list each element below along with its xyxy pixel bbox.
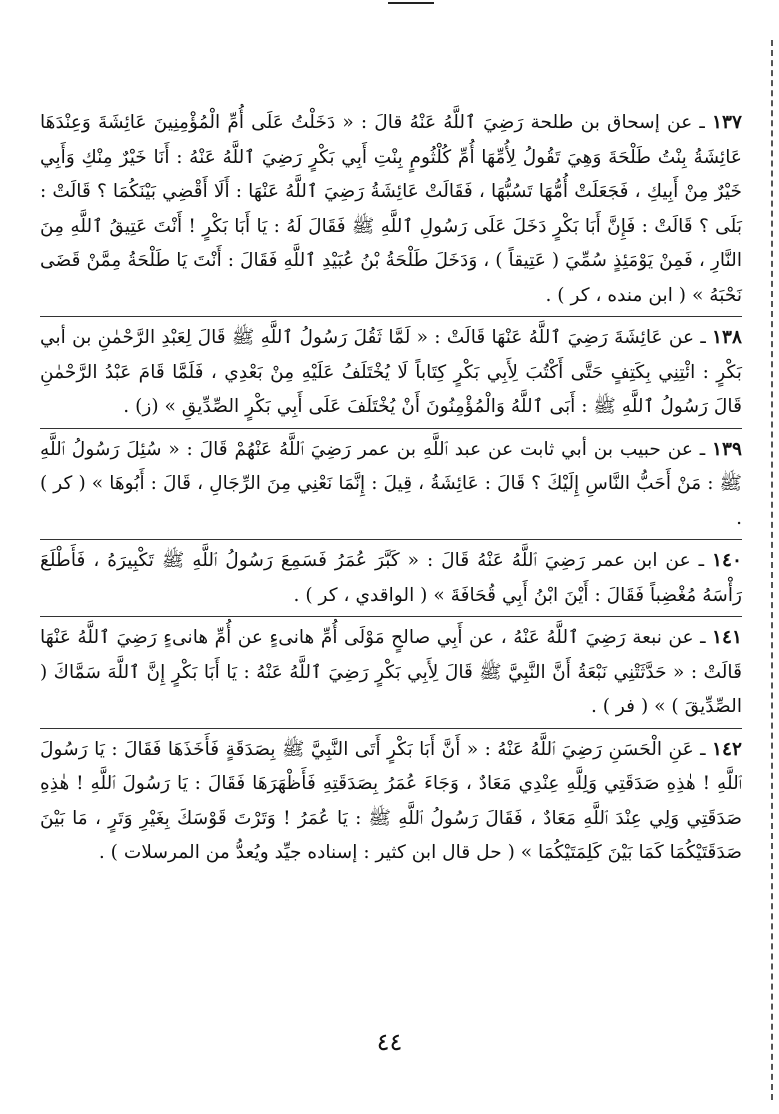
hadith-entry-141 xyxy=(40,621,742,725)
entry-number: ١٣٨ xyxy=(712,327,742,348)
entry-number: ١٤٢ xyxy=(712,738,742,760)
page-edge-dashes xyxy=(771,40,773,1100)
entry-number: ١٤٠ xyxy=(712,550,742,571)
hadith-entry-142 xyxy=(40,733,742,871)
hadith-entry-138 xyxy=(40,321,742,425)
entry-separator xyxy=(40,728,742,729)
hadith-entry-139 xyxy=(40,433,742,537)
entry-number: ١٣٧ xyxy=(712,112,742,133)
hadith-entry-137 xyxy=(40,106,742,313)
entry-text: ـ عن حبيب بن أبي ثابت عن عبد ٱللَّهِ بن عمر رَضِيَ ٱللَّهُ عَنْهُمْ قَالَ : « سُئِلَ رَسُولُ ٱللَّهِ ﷺ : مَنْ أَحَبُّ النَّاسِ إِلَيْكَ ؟ قَالَ : عَائِشَةُ ، قِيلَ : إِنَّمَا نَعْنِي مِنَ الرِّجَالِ ، قَالَ : أَبُوهَا » ( كر ) . xyxy=(40,438,742,529)
entry-text: ـ عن إسحاق بن طلحة رَضِيَ ٱللَّهُ عَنْهُ قالَ : « دَخَلْتُ عَلَى أُمِّ الْمُؤْمِنِينَ عَائِشَةَ وَعِنْدَهَا عَائِشَةُ بِنْتُ طَلْحَةَ وَهِيَ تَقُولُ لِأُمِّهَا أُمِّ كُلْثُومٍ بِنْتِ أَبِي بَكْرٍ رَضِيَ ٱللَّهُ عَنْهُ : أَنَا خَيْرٌ مِنْكِ وَأَبِي خَيْرٌ مِنْ أَبِيكِ ، فَجَعَلَتْ أُمُّهَا تَسُبُّهَا ، فَقَالَتْ عَائِشَةُ رَضِيَ ٱللَّهُ عَنْهَا : أَلَا أَقْضِي بَيْنَكُمَا ؟ قَالَتْ : بَلَى ؟ قَالَتْ : فَإِنَّ أَبَا بَكْرٍ دَخَلَ عَلَى رَسُولِ ٱللَّهِ ﷺ فَقَالَ لَهُ : يَا أَبَا بَكْرٍ ! أَنْتَ عَتِيقُ ٱللَّهِ مِنَ النَّارِ ، فَمِنْ يَوْمَئِذٍ سُمِّيَ ( عَتِيقاً ) ، وَدَخَلَ طَلْحَةُ بْنُ عُبَيْدِ ٱللَّهِ فَقَالَ : أَنْتَ يَا طَلْحَةُ مِمَّنْ قَضَى نَحْبَهُ » ( ابن منده ، كر ) . xyxy=(40,112,742,306)
top-rule xyxy=(388,2,434,4)
entry-separator xyxy=(40,316,742,317)
entry-separator xyxy=(40,616,742,617)
hadith-entry-140 xyxy=(40,544,742,613)
entry-number: ١٣٩ xyxy=(712,438,742,460)
entry-separator xyxy=(40,539,742,540)
hadith-page xyxy=(40,106,742,871)
entry-separator xyxy=(40,428,742,429)
entry-text: ـ عن ابن عمر رَضِيَ ٱللَّهُ عَنْهُ قَالَ : « كَبَّرَ عُمَرُ فَسَمِعَ رَسُولُ ٱللَّهِ ﷺ تَكْبِيرَهُ ، فَأَطْلَعَ رَأْسَهُ مُغْضِباً فَقَالَ : أَيْنَ ابْنُ أَبِي قُحَافَةَ » ( الواقدي ، كر ) . xyxy=(40,550,742,606)
entry-number: ١٤١ xyxy=(712,627,742,648)
entry-text: ـ عَنِ الْحَسَنِ رَضِيَ ٱللَّهُ عَنْهُ : « أَنَّ أَبَا بَكْرٍ أَتَى النَّبِيَّ ﷺ بِصَدَقَةٍ فَأَخَذَهَا فَقَالَ : يَا رَسُولَ ٱللَّهِ ! هٰذِهِ صَدَقَتِي وَلِلَّهِ عِنْدِي مَعَادٌ ، وَجَاءَ عُمَرُ بِصَدَقَتِهِ فَأَظْهَرَهَا فَقَالَ : يَا رَسُولَ ٱللَّهِ ! هٰذِهِ صَدَقَتِي وَلِي عِنْدَ ٱللَّهِ مَعَادٌ ، فَقَالَ رَسُولُ ٱللَّهِ ﷺ : يَا عُمَرُ ! وَتَرْتَ قَوْسَكَ بِغَيْرِ وَتَرٍ ، مَا بَيْنَ صَدَقَتَيْكُمَا كَمَا بَيْنَ كَلِمَتَيْكُمَا » ( حل قال ابن كثير : إسناده جيِّد ويُعدُّ من المرسلات ) . xyxy=(40,738,742,863)
entry-text: ـ عن نبعة رَضِيَ ٱللَّهُ عَنْهُ ، عن أَبِي صالحٍ مَوْلَى أُمِّ هانىءٍ عن أُمِّ هانىءٍ رَضِيَ ٱللَّهُ عَنْهَا قَالَتْ : « حَدَّثَتْنِي نَبْعَةُ أَنَّ النَّبِيَّ ﷺ قَالَ لِأَبِي بَكْرٍ رَضِيَ ٱللَّهُ عَنْهُ : يَا أَبَا بَكْرٍ إِنَّ ٱللَّهَ سَمَّاكَ ( الصِّدِّيقَ ) » ( فر ) . xyxy=(40,627,742,717)
entry-text: ـ عن عَائِشَةَ رَضِيَ ٱللَّهُ عَنْهَا قَالَتْ : « لَمَّا ثَقُلَ رَسُولُ ٱللَّهِ ﷺ قَالَ لِعَبْدِ الرَّحْمٰنِ بن أبي بَكْرٍ : ائْتِنِي بِكَتِفٍ حَتَّى أَكْتُبَ لِأَبِي بَكْرٍ كِتَاباً لَا يُخْتَلَفُ عَلَيْهِ مِنْ بَعْدِي ، فَلَمَّا قَامَ عَبْدُ الرَّحْمٰنِ قَالَ رَسُولُ ٱللَّهِ ﷺ : أَبَى ٱللَّهُ وَالْمُؤْمِنُونَ أَنْ يُخْتَلَفَ عَلَى أَبِي بَكْرٍ الصِّدِّيقِ » (ز) . xyxy=(40,327,742,417)
page-number: ٤٤ xyxy=(376,1028,403,1056)
